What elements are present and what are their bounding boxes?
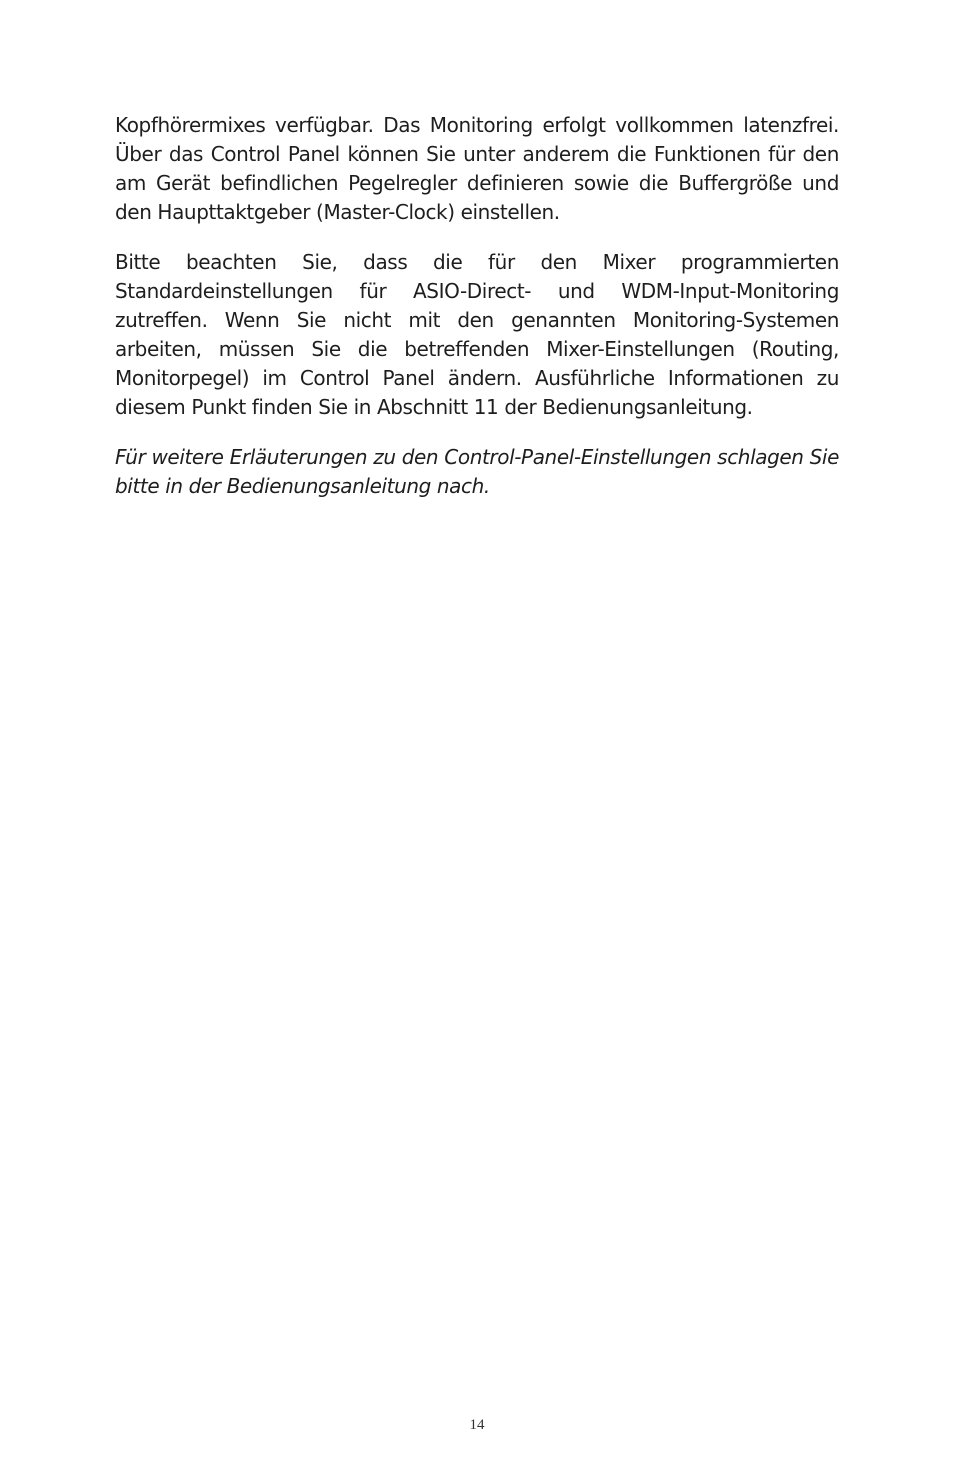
paragraph-headphone-mix: Kopfhörermixes verfügbar. Das Monitoring erfolgt vollkommen latenzfrei. Über das Control Panel können Sie unter anderem die Funktionen für den am Gerät befindlichen Pegelregler definieren sowie die Buffergröße und den Haupttaktgeber (Master-Clock) einstellen. — [115, 113, 839, 224]
page-content — [115, 111, 839, 501]
paragraph-default-settings: Bitte beachten Sie, dass die für den Mixer programmierten Standardeinstellungen für ASIO-Direct- und WDM-Input-Monitoring zutreffen. Wenn Sie nicht mit den genannten Monitoring-Systemen arbeiten, müssen Sie die betreffenden Mixer-Einstellungen (Routing, Monitorpegel) im Control Panel ändern. Ausführliche Informationen zu diesem Punkt finden Sie in Abschnitt 11 der Bedienungsanleitung. — [115, 250, 839, 419]
paragraph-further-notes: Für weitere Erläuterungen zu den Control-Panel-Einstellungen schlagen Sie bitte in der Bedienungsanleitung nach. — [115, 445, 839, 498]
page-number: 14 — [469, 1417, 485, 1433]
